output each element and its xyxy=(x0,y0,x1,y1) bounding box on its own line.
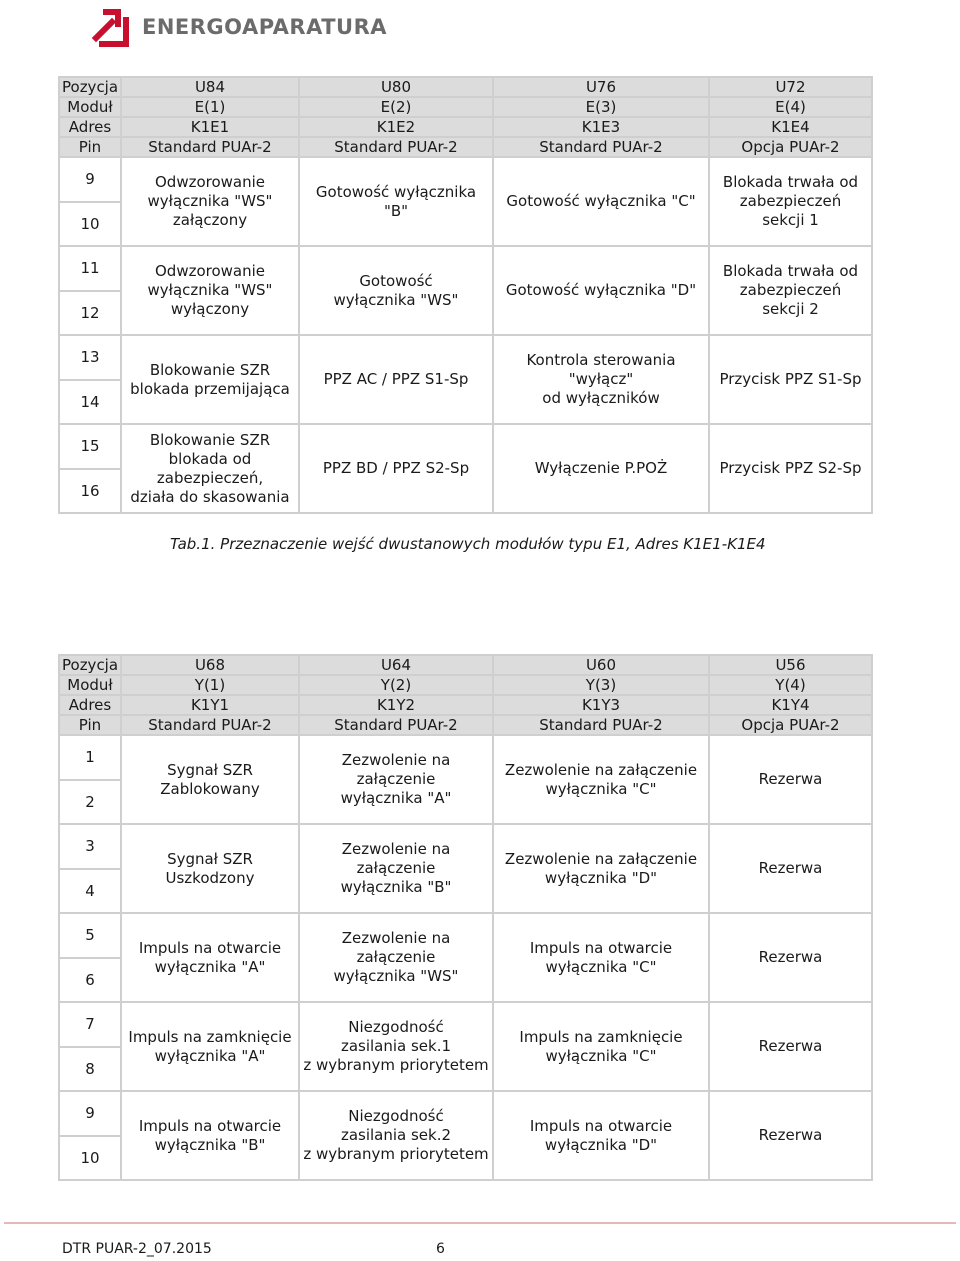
pin-number: 2 xyxy=(85,792,95,811)
pin-number: 5 xyxy=(60,914,120,959)
pin-cell xyxy=(59,157,121,246)
header-cell: Standard PUAr-2 xyxy=(121,137,299,157)
header-cell: K1Y4 xyxy=(709,695,872,715)
header-cell: Y(2) xyxy=(299,675,493,695)
pin-number: 4 xyxy=(85,881,95,900)
function-cell: Blokada trwała od zabezpieczeń sekcji 2 xyxy=(709,246,872,335)
function-cell: Przycisk PPZ S1-Sp xyxy=(709,335,872,424)
header-logo xyxy=(88,4,387,50)
header-cell: U68 xyxy=(121,655,299,675)
footer-divider xyxy=(4,1222,956,1224)
header-cell: Y(1) xyxy=(121,675,299,695)
function-cell: Niezgodność zasilania sek.1 z wybranym priorytetem xyxy=(299,1002,493,1091)
pin-number: 6 xyxy=(85,970,95,989)
table-e1-inputs xyxy=(58,76,873,514)
footer-doc-code: DTR PUAR-2_07.2015 xyxy=(62,1241,212,1257)
pin-number: 11 xyxy=(60,247,120,292)
header-cell: U64 xyxy=(299,655,493,675)
table-row xyxy=(59,735,872,824)
function-cell: Rezerwa xyxy=(709,1002,872,1091)
header-cell: U56 xyxy=(709,655,872,675)
function-cell: Gotowość wyłącznika "B" xyxy=(299,157,493,246)
pin-number: 10 xyxy=(80,214,100,233)
pin-cell xyxy=(59,913,121,1002)
header-cell: U72 xyxy=(709,77,872,97)
pin-cell xyxy=(59,335,121,424)
header-cell: U76 xyxy=(493,77,709,97)
pin-number: 14 xyxy=(80,392,100,411)
header-cell: K1Y1 xyxy=(121,695,299,715)
header-row xyxy=(59,137,872,157)
header-label-cell: Pin xyxy=(59,137,121,157)
function-cell: Wyłączenie P.POŻ xyxy=(493,424,709,513)
pin-number: 15 xyxy=(60,425,120,470)
header-row xyxy=(59,97,872,117)
table-row xyxy=(59,824,872,913)
header-cell: U84 xyxy=(121,77,299,97)
pin-cell xyxy=(59,1002,121,1091)
header-cell: K1E3 xyxy=(493,117,709,137)
header-row xyxy=(59,675,872,695)
table-row xyxy=(59,1091,872,1180)
table-row xyxy=(59,913,872,1002)
table-row xyxy=(59,1002,872,1091)
table-row xyxy=(59,335,872,424)
header-cell: Standard PUAr-2 xyxy=(299,715,493,735)
function-cell: PPZ AC / PPZ S1-Sp xyxy=(299,335,493,424)
header-row xyxy=(59,715,872,735)
pin-number: 9 xyxy=(60,158,120,203)
pin-number: 12 xyxy=(80,303,100,322)
header-cell: Opcja PUAr-2 xyxy=(709,715,872,735)
header-row xyxy=(59,695,872,715)
header-cell: E(2) xyxy=(299,97,493,117)
table-y1-outputs xyxy=(58,654,873,1181)
header-cell: Standard PUAr-2 xyxy=(299,137,493,157)
table-row xyxy=(59,424,872,513)
table-caption: Tab.1. Przeznaczenie wejść dwustanowych modułów typu E1, Adres K1E1-K1E4 xyxy=(170,535,766,553)
header-label-cell: Moduł xyxy=(59,675,121,695)
header-label-cell: Pin xyxy=(59,715,121,735)
function-cell: Gotowość wyłącznika "D" xyxy=(493,246,709,335)
header-label-cell: Adres xyxy=(59,695,121,715)
header-label-cell: Pozycja xyxy=(59,77,121,97)
header-cell: E(4) xyxy=(709,97,872,117)
function-cell: Rezerwa xyxy=(709,1091,872,1180)
function-cell: Zezwolenie na załączenie wyłącznika "B" xyxy=(299,824,493,913)
function-cell: Odwzorowanie wyłącznika "WS" załączony xyxy=(121,157,299,246)
function-cell: Niezgodność zasilania sek.2 z wybranym priorytetem xyxy=(299,1091,493,1180)
header-label-cell: Moduł xyxy=(59,97,121,117)
brand-name: ENERGOAPARATURA xyxy=(142,15,388,39)
footer-page-number: 6 xyxy=(436,1241,445,1257)
function-cell: Przycisk PPZ S2-Sp xyxy=(709,424,872,513)
header-cell: K1Y2 xyxy=(299,695,493,715)
function-cell: Impuls na otwarcie wyłącznika "B" xyxy=(121,1091,299,1180)
function-cell: Blokowanie SZR blokada przemijająca xyxy=(121,335,299,424)
header-cell: K1E1 xyxy=(121,117,299,137)
function-cell: Zezwolenie na załączenie wyłącznika "C" xyxy=(493,735,709,824)
pin-number: 10 xyxy=(80,1148,100,1167)
header-label-cell: Adres xyxy=(59,117,121,137)
function-cell: Blokowanie SZR blokada od zabezpieczeń, działa do skasowania xyxy=(121,424,299,513)
function-cell: Impuls na otwarcie wyłącznika "C" xyxy=(493,913,709,1002)
function-cell: Blokada trwała od zabezpieczeń sekcji 1 xyxy=(709,157,872,246)
header-cell: E(1) xyxy=(121,97,299,117)
pin-cell xyxy=(59,424,121,513)
pin-number: 8 xyxy=(85,1059,95,1078)
table-row xyxy=(59,246,872,335)
header-row xyxy=(59,117,872,137)
function-cell: Zezwolenie na załączenie wyłącznika "WS" xyxy=(299,913,493,1002)
function-cell: PPZ BD / PPZ S2-Sp xyxy=(299,424,493,513)
header-cell: Standard PUAr-2 xyxy=(493,137,709,157)
pin-number: 1 xyxy=(60,736,120,781)
function-cell: Gotowość wyłącznika "C" xyxy=(493,157,709,246)
function-cell: Impuls na zamknięcie wyłącznika "C" xyxy=(493,1002,709,1091)
header-cell: Opcja PUAr-2 xyxy=(709,137,872,157)
function-cell: Rezerwa xyxy=(709,824,872,913)
table-row xyxy=(59,157,872,246)
pin-number: 3 xyxy=(60,825,120,870)
function-cell: Gotowość wyłącznika "WS" xyxy=(299,246,493,335)
pin-number: 7 xyxy=(60,1003,120,1048)
header-cell: U60 xyxy=(493,655,709,675)
header-cell: U80 xyxy=(299,77,493,97)
function-cell: Kontrola sterowania "wyłącz" od wyłączników xyxy=(493,335,709,424)
function-cell: Odwzorowanie wyłącznika "WS" wyłączony xyxy=(121,246,299,335)
pin-number: 16 xyxy=(80,481,100,500)
header-cell: K1E4 xyxy=(709,117,872,137)
header-cell: Y(4) xyxy=(709,675,872,695)
pin-cell xyxy=(59,735,121,824)
header-cell: K1Y3 xyxy=(493,695,709,715)
pin-cell xyxy=(59,1091,121,1180)
energoaparatura-logo-icon xyxy=(88,4,136,50)
function-cell: Impuls na otwarcie wyłącznika "A" xyxy=(121,913,299,1002)
header-cell: K1E2 xyxy=(299,117,493,137)
header-cell: Y(3) xyxy=(493,675,709,695)
function-cell: Impuls na otwarcie wyłącznika "D" xyxy=(493,1091,709,1180)
function-cell: Zezwolenie na załączenie wyłącznika "A" xyxy=(299,735,493,824)
function-cell: Sygnał SZR Uszkodzony xyxy=(121,824,299,913)
header-cell: E(3) xyxy=(493,97,709,117)
function-cell: Rezerwa xyxy=(709,913,872,1002)
function-cell: Zezwolenie na załączenie wyłącznika "D" xyxy=(493,824,709,913)
function-cell: Rezerwa xyxy=(709,735,872,824)
pin-number: 9 xyxy=(60,1092,120,1137)
function-cell: Impuls na zamknięcie wyłącznika "A" xyxy=(121,1002,299,1091)
pin-cell xyxy=(59,824,121,913)
header-cell: Standard PUAr-2 xyxy=(121,715,299,735)
header-row xyxy=(59,77,872,97)
pin-number: 13 xyxy=(60,336,120,381)
header-cell: Standard PUAr-2 xyxy=(493,715,709,735)
pin-cell xyxy=(59,246,121,335)
header-label-cell: Pozycja xyxy=(59,655,121,675)
function-cell: Sygnał SZR Zablokowany xyxy=(121,735,299,824)
header-row xyxy=(59,655,872,675)
